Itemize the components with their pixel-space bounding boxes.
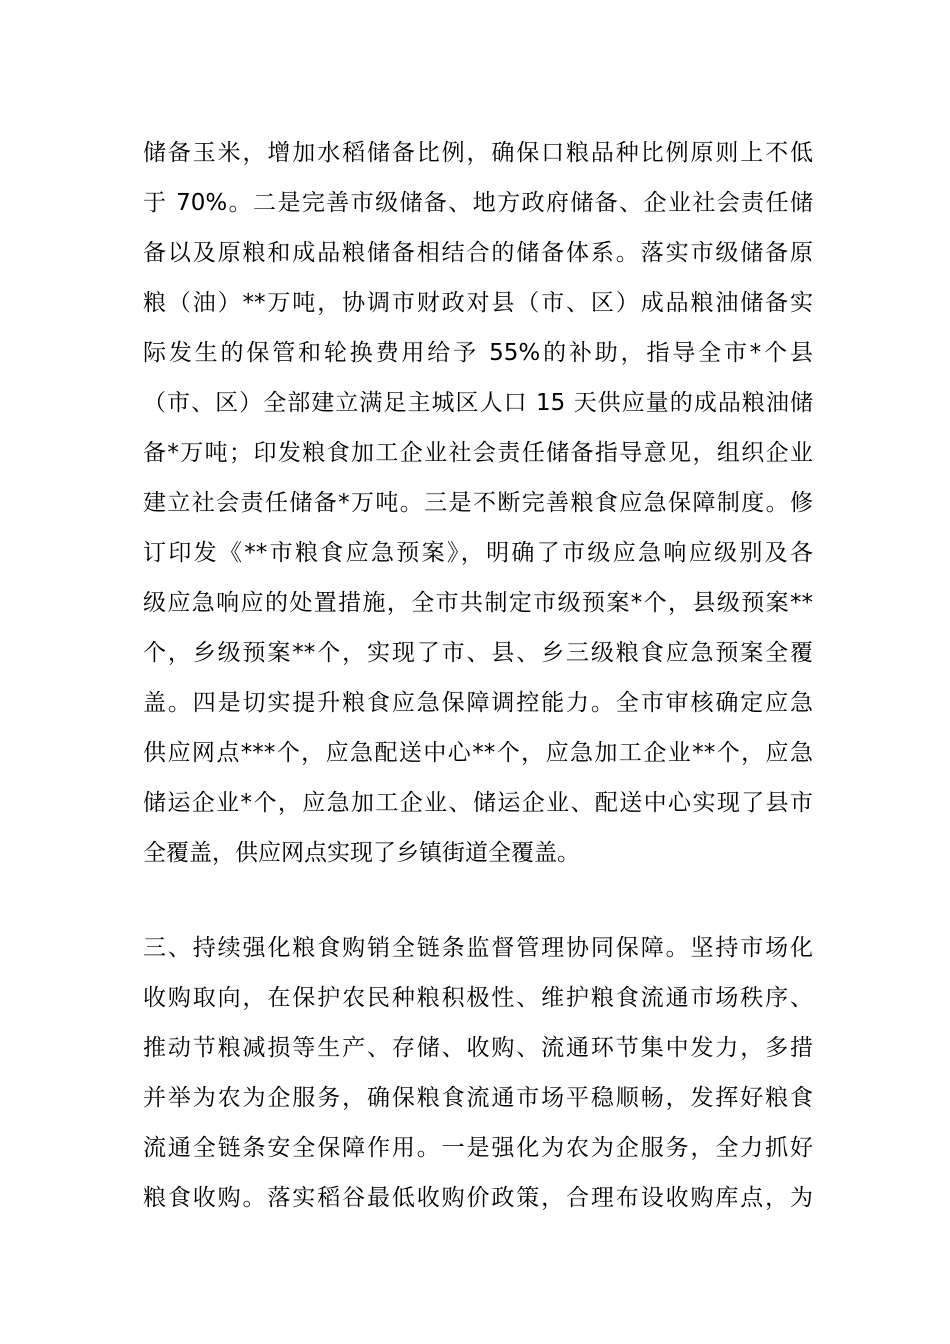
text-line: 收购取向，在保护农民种粮积极性、维护粮食流通市场秩序、 [143,985,813,1011]
text-line: 备以及原粮和成品粮储备相结合的储备体系。落实市级储备原 [143,240,813,266]
text-line: 于 70%。二是完善市级储备、地方政府储备、企业社会责任储 [143,190,813,216]
text-line: 备*万吨；印发粮食加工企业社会责任储备指导意见，组织企业 [143,440,813,466]
text-line: 供应网点***个，应急配送中心**个，应急加工企业**个，应急 [143,740,813,766]
text-line: 粮食收购。落实稻谷最低收购价政策，合理布设收购库点，为 [143,1185,813,1211]
text-line: （市、区）全部建立满足主城区人口 15 天供应量的成品粮油储 [143,390,813,416]
text-line: 级应急响应的处置措施，全市共制定市级预案*个，县级预案** [143,590,813,616]
text-line: 储运企业*个，应急加工企业、储运企业、配送中心实现了县市 [143,790,813,816]
text-line: 粮（油）**万吨，协调市财政对县（市、区）成品粮油储备实 [143,290,813,316]
text-line: 盖。四是切实提升粮食应急保障调控能力。全市审核确定应急 [143,690,813,716]
paragraph-grain-reserve [143,128,813,878]
text-line: 个，乡级预案**个，实现了市、县、乡三级粮食应急预案全覆 [143,640,813,666]
text-line: 订印发《**市粮食应急预案》，明确了市级应急响应级别及各 [143,540,813,566]
paragraph-section-three [143,923,813,1223]
text-line: 推动节粮减损等生产、存储、收购、流通环节集中发力，多措 [143,1035,813,1061]
text-line: 全覆盖，供应网点实现了乡镇街道全覆盖。 [143,840,580,866]
text-line: 际发生的保管和轮换费用给予 55%的补助，指导全市*个县 [143,340,813,366]
text-line: 建立社会责任储备*万吨。三是不断完善粮食应急保障制度。修 [143,490,813,516]
text-line: 储备玉米，增加水稻储备比例，确保口粮品种比例原则上不低 [143,140,813,166]
text-line: 流通全链条安全保障作用。一是强化为农为企服务，全力抓好 [143,1135,813,1161]
text-line: 并举为农为企服务，确保粮食流通市场平稳顺畅，发挥好粮食 [143,1085,813,1111]
section-heading-line: 三、持续强化粮食购销全链条监督管理协同保障。坚持市场化 [143,935,813,961]
